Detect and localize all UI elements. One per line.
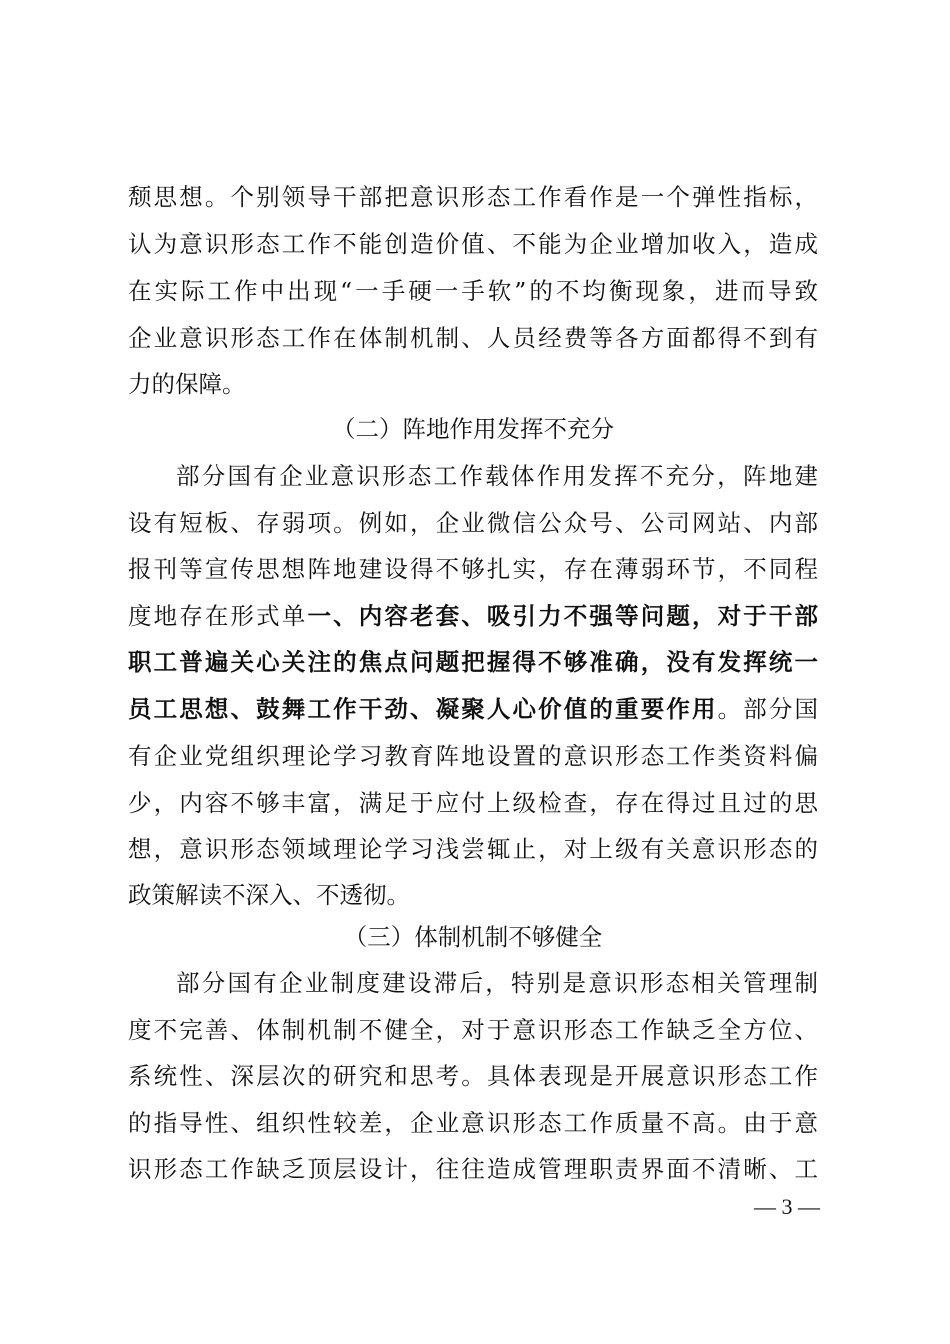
paragraph-2-line-5-bold: 职工普遍关心关注的焦点问题把握得不够准确，没有发挥统一: [128, 648, 818, 676]
paragraph-2-line-9: 想，意识形态领域理论学习浅尝辄止，对上级有关意识形态的: [128, 835, 818, 863]
page-number: — 3 —: [754, 1194, 820, 1219]
paragraph-2-line-6-bold: 员工思想、鼓舞工作干劲、凝聚人心价值的重要作用: [128, 695, 718, 723]
paragraph-1-line-2: 认为意识形态工作不能创造价值、不能为企业增加收入，造成: [128, 230, 818, 258]
paragraph-1-line-3: 在实际工作中出现“一手硬一手软”的不均衡现象，进而导致: [128, 277, 818, 305]
paragraph-3-line-5: 识形态工作缺乏顶层设计，往往造成管理职责界面不清晰、工: [128, 1155, 818, 1183]
section-heading-3: （三）体制机制不够健全: [343, 923, 603, 951]
paragraph-2-line-4-normal: 度地存在形式单: [128, 602, 308, 630]
paragraph-2-line-1: 部分国有企业意识形态工作载体作用发挥不充分，阵地建: [176, 462, 818, 490]
paragraph-3-line-4: 的指导性、组织性较差，企业意识形态工作质量不高。由于意: [128, 1109, 818, 1137]
paragraph-2-line-3: 报刊等宣传思想阵地建设得不够扎实，存在薄弱环节，不同程: [128, 555, 818, 583]
section-heading-2: （二）阵地作用发挥不充分: [332, 415, 614, 443]
paragraph-2-line-8: 少，内容不够丰富，满足于应付上级检查，存在得过且过的思: [128, 789, 818, 817]
paragraph-3-line-2: 度不完善、体制机制不健全，对于意识形态工作缺乏全方位、: [128, 1016, 818, 1044]
paragraph-2-line-10: 政策解读不深入、不透彻。: [128, 881, 410, 909]
paragraph-2-line-6: [128, 692, 818, 726]
paragraph-1-line-1: 颓思想。个别领导干部把意识形态工作看作是一个弹性指标，: [128, 183, 818, 211]
paragraph-2-line-7: 有企业党组织理论学习教育阵地设置的意识形态工作类资料偏: [128, 742, 818, 770]
paragraph-2-line-6-normal: 。部分国: [717, 695, 818, 723]
paragraph-1-line-5: 力的保障。: [128, 370, 246, 398]
paragraph-2-line-4-bold: 一、内容老套、吸引力不强等问题，对于干部: [307, 602, 818, 630]
paragraph-3-line-3: 系统性、深层次的研究和思考。具体表现是开展意识形态工作: [128, 1062, 818, 1090]
paragraph-2-line-2: 设有短板、存弱项。例如，企业微信公众号、公司网站、内部: [128, 509, 818, 537]
paragraph-1-line-4: 企业意识形态工作在体制机制、人员经费等各方面都得不到有: [128, 324, 818, 352]
paragraph-2-line-4: [128, 599, 818, 633]
paragraph-3-line-1: 部分国有企业制度建设滞后，特别是意识形态相关管理制: [176, 969, 818, 997]
paragraph-2-line-5: [128, 645, 818, 679]
